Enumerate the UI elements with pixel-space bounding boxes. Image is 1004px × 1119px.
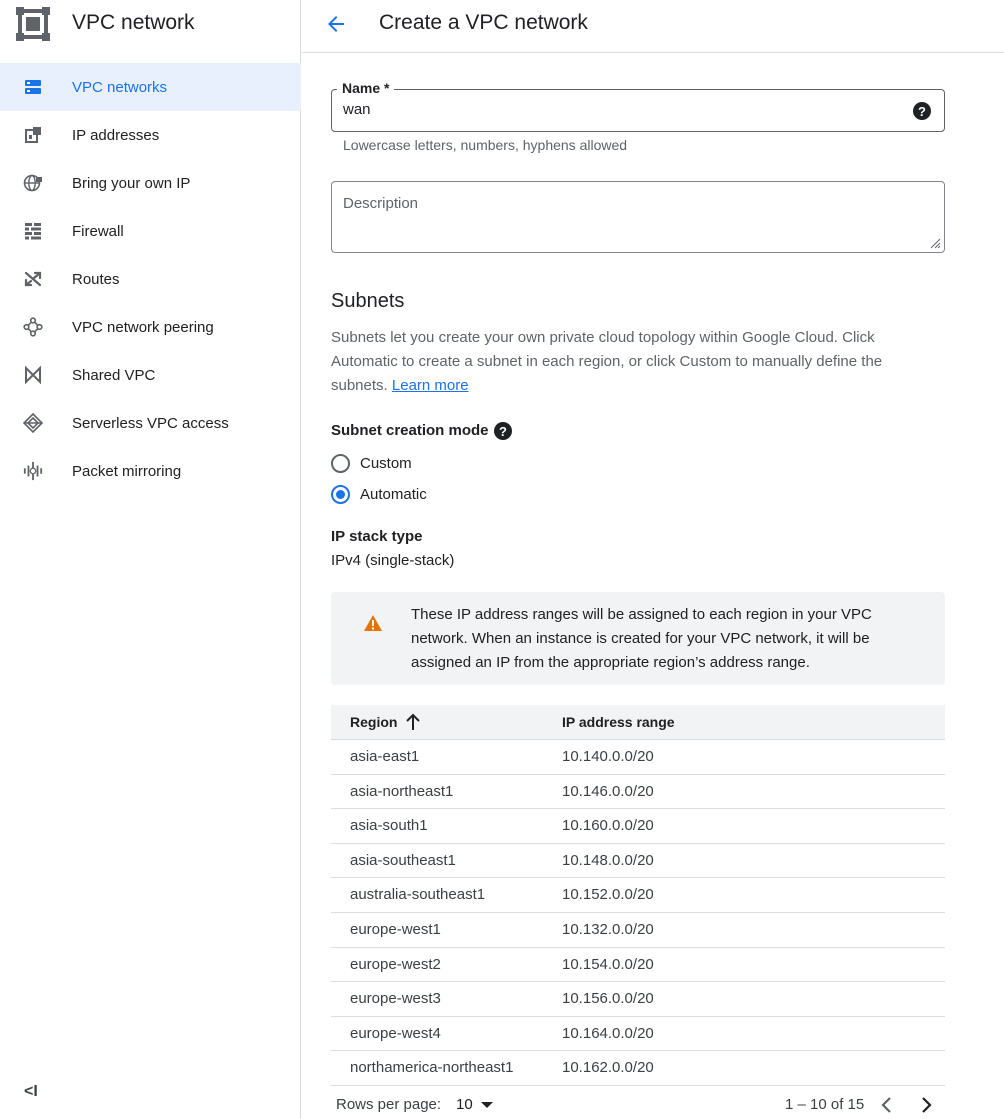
routes-icon <box>23 269 43 289</box>
collapse-sidebar-button[interactable]: <I <box>24 1083 38 1100</box>
page-title: Create a VPC network <box>379 11 588 34</box>
sidebar-item-label: Packet mirroring <box>72 462 182 480</box>
subnet-mode-label: Subnet creation mode <box>331 422 489 439</box>
radio-custom[interactable] <box>331 452 412 474</box>
sidebar-item-label: Serverless VPC access <box>72 414 229 432</box>
cell-region: europe-west2 <box>350 955 441 973</box>
sidebar-item-label: Bring your own IP <box>72 174 191 192</box>
chevron-down-icon <box>481 1102 493 1108</box>
cell-region: asia-northeast1 <box>350 782 454 800</box>
cell-ip-range: 10.156.0.0/20 <box>562 990 654 1008</box>
table-row <box>331 982 945 1017</box>
sidebar-item-bring-your-own-ip[interactable] <box>0 159 301 207</box>
main-header <box>302 0 1004 53</box>
radio-label: Custom <box>360 454 412 472</box>
packet-mirroring-icon <box>23 461 43 481</box>
sort-ascending-icon[interactable] <box>405 713 421 731</box>
description-placeholder: Description <box>343 195 419 212</box>
cell-ip-range: 10.152.0.0/20 <box>562 886 654 904</box>
sidebar <box>0 0 301 1119</box>
name-field-value[interactable]: wan <box>343 101 371 118</box>
cell-region: europe-west4 <box>350 1024 441 1042</box>
radio-label: Automatic <box>360 485 427 503</box>
vpc-product-logo-icon <box>16 7 50 41</box>
cell-region: europe-west1 <box>350 920 441 938</box>
peering-icon <box>23 317 43 337</box>
radio-button-selected[interactable] <box>331 485 350 504</box>
learn-more-link[interactable]: Learn more <box>391 377 469 394</box>
warning-icon <box>363 614 383 632</box>
cell-region: europe-west3 <box>350 990 441 1008</box>
column-header-region[interactable]: Region <box>350 714 398 730</box>
sidebar-item-routes[interactable] <box>0 255 301 303</box>
cell-region: asia-south1 <box>350 817 428 835</box>
rows-per-page-label: Rows per page: <box>336 1096 442 1113</box>
name-field[interactable] <box>331 89 945 132</box>
cell-ip-range: 10.164.0.0/20 <box>562 1024 654 1042</box>
ip-stack-type-value: IPv4 (single-stack) <box>331 552 455 569</box>
table-row <box>331 1051 945 1086</box>
sidebar-item-label: IP addresses <box>72 126 160 144</box>
subnets-title: Subnets <box>331 290 405 312</box>
table-row <box>331 775 945 810</box>
chevron-right-icon[interactable] <box>916 1094 936 1116</box>
resize-handle-icon[interactable] <box>929 237 941 249</box>
sidebar-nav <box>0 63 301 495</box>
sidebar-item-vpc-networks[interactable] <box>0 63 301 111</box>
sidebar-item-label: VPC network peering <box>72 318 214 336</box>
cell-region: asia-east1 <box>350 748 420 765</box>
table-row <box>331 844 945 879</box>
table-row <box>331 1017 945 1052</box>
sidebar-item-shared-vpc[interactable] <box>0 351 301 399</box>
table-row <box>331 878 945 913</box>
subnet-mode-help-icon[interactable]: ? <box>494 422 512 440</box>
name-field-label: Name * <box>337 80 394 96</box>
rows-per-page-select[interactable] <box>456 1096 493 1113</box>
firewall-icon <box>23 221 43 241</box>
subnets-description <box>331 326 931 398</box>
pagination <box>331 1088 945 1119</box>
vpc-networks-icon <box>23 77 43 97</box>
warning-text: These IP address ranges will be assigned to each region in your VPC network. When an instance is created for your VPC network, it will be assigned an IP from the appropriate region’s address range. <box>411 606 872 671</box>
radio-automatic[interactable] <box>331 483 427 505</box>
sidebar-item-serverless-vpc-access[interactable] <box>0 399 301 447</box>
table-row <box>331 809 945 844</box>
cell-region: asia-southeast1 <box>350 851 456 869</box>
table-row <box>331 913 945 948</box>
cell-region: australia-southeast1 <box>350 886 486 904</box>
table-row <box>331 948 945 983</box>
description-field[interactable] <box>331 181 945 253</box>
table-body <box>331 740 945 1086</box>
cell-ip-range: 10.160.0.0/20 <box>562 817 654 835</box>
sidebar-item-label: Firewall <box>72 222 124 240</box>
product-title: VPC network <box>72 11 195 34</box>
sidebar-item-label: Routes <box>72 270 120 288</box>
subnets-description-text: Subnets let you create your own private cloud topology within Google Cloud. Click Automatic to create a subnet in each region, or click Custom to manually define the subnets. <box>331 329 883 394</box>
cell-region: northamerica-northeast1 <box>350 1059 514 1077</box>
sidebar-item-packet-mirroring[interactable] <box>0 447 301 495</box>
sidebar-item-ip-addresses[interactable] <box>0 111 301 159</box>
name-help-icon[interactable]: ? <box>913 102 931 120</box>
sidebar-item-label: Shared VPC <box>72 366 156 384</box>
radio-button[interactable] <box>331 454 350 473</box>
sidebar-item-label: VPC networks <box>72 78 168 96</box>
rows-per-page-value: 10 <box>456 1096 473 1113</box>
chevron-left-icon[interactable] <box>877 1094 897 1116</box>
table-row <box>331 740 945 775</box>
warning-box <box>331 592 945 685</box>
serverless-icon <box>23 413 43 433</box>
ip-stack-type-label: IP stack type <box>331 528 423 545</box>
sidebar-item-vpc-network-peering[interactable] <box>0 303 301 351</box>
cell-ip-range: 10.154.0.0/20 <box>562 955 654 973</box>
cell-ip-range: 10.132.0.0/20 <box>562 920 654 938</box>
name-hint: Lowercase letters, numbers, hyphens allowed <box>343 137 628 153</box>
subnets-table <box>331 705 945 1086</box>
globe-icon <box>23 173 43 193</box>
pagination-range: 1 – 10 of 15 <box>785 1096 865 1113</box>
cell-ip-range: 10.140.0.0/20 <box>562 748 654 765</box>
cell-ip-range: 10.146.0.0/20 <box>562 782 654 800</box>
back-arrow-icon[interactable] <box>324 12 348 36</box>
sidebar-item-firewall[interactable] <box>0 207 301 255</box>
ip-addresses-icon <box>23 125 43 145</box>
column-header-ip-range: IP address range <box>562 714 675 730</box>
shared-vpc-icon <box>23 365 43 385</box>
cell-ip-range: 10.148.0.0/20 <box>562 851 654 869</box>
sidebar-header <box>0 0 300 48</box>
cell-ip-range: 10.162.0.0/20 <box>562 1059 654 1077</box>
table-header <box>331 705 945 740</box>
